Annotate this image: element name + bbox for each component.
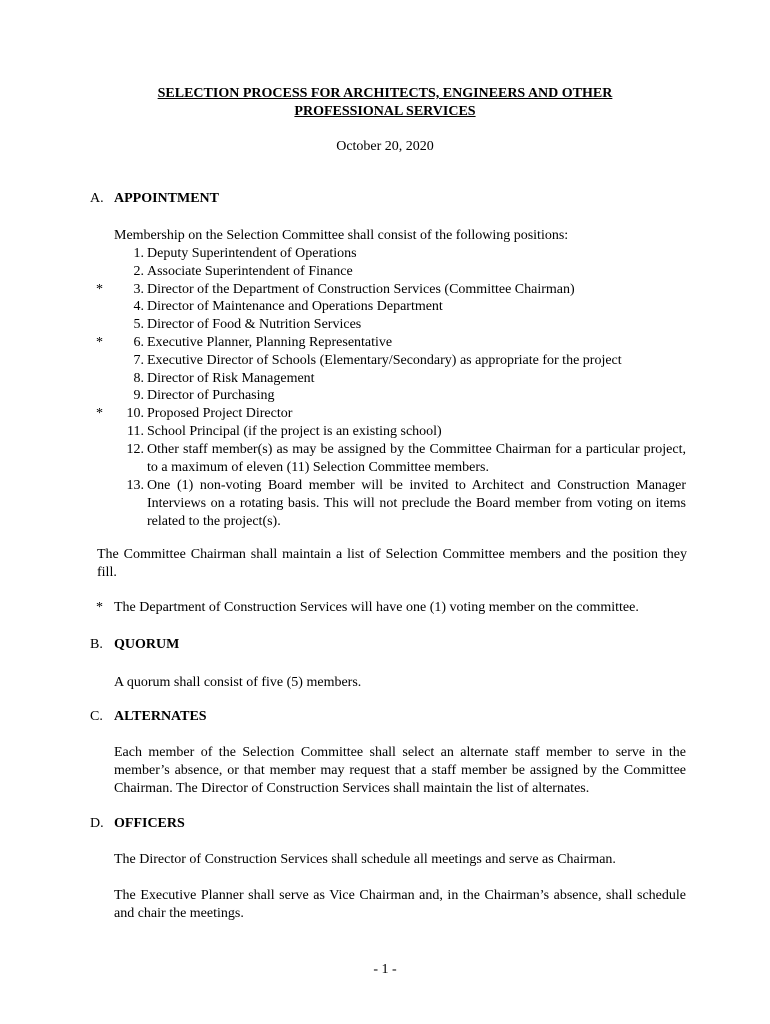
section-c-heading: ALTERNATES: [114, 709, 207, 724]
position-text: One (1) non-voting Board member will be invited to Architect and Construction Manager Interviews on a rotating basis. This will not preclude the Board member from voting on items related to the project(s).: [147, 478, 686, 529]
position-text: Director of Food & Nutrition Services: [147, 317, 362, 332]
position-text: Director of the Department of Construction Services (Committee Chairman): [147, 282, 575, 297]
section-d-letter: D.: [90, 816, 104, 831]
position-number: 8.: [133, 371, 144, 386]
position-number: 3.: [133, 282, 144, 297]
section-d-text-1: The Director of Construction Services shall schedule all meetings and serve as Chairman.: [114, 852, 616, 867]
position-number: 6.: [133, 335, 144, 350]
section-d-text-2: The Executive Planner shall serve as Vice Chairman and, in the Chairman’s absence, shall schedule and chair the meetings.: [114, 888, 686, 921]
position-text: Director of Maintenance and Operations Department: [147, 299, 443, 314]
position-number: 2.: [133, 264, 144, 279]
section-b-text: A quorum shall consist of five (5) members.: [114, 675, 362, 690]
position-text: Executive Planner, Planning Representative: [147, 335, 393, 350]
committee-position-item: [90, 423, 690, 441]
committee-position-item: [90, 245, 690, 263]
position-text: Proposed Project Director: [147, 406, 293, 421]
committee-position-item: [90, 477, 690, 531]
position-number: 7.: [133, 353, 144, 368]
position-text: Associate Superintendent of Finance: [147, 264, 353, 279]
position-star-marker: *: [96, 406, 103, 421]
section-c-letter: C.: [90, 709, 103, 724]
position-number: 9.: [133, 388, 144, 403]
position-star-marker: *: [96, 282, 103, 297]
position-number: 11.: [127, 424, 144, 439]
position-number: 4.: [133, 299, 144, 314]
position-text: School Principal (if the project is an existing school): [147, 424, 442, 439]
committee-position-item: [90, 298, 690, 316]
position-number: 10.: [126, 406, 144, 421]
section-b-heading: QUORUM: [114, 637, 180, 652]
position-text: Director of Purchasing: [147, 388, 275, 403]
footnote-star: *: [96, 600, 103, 615]
document-title-line-1: SELECTION PROCESS FOR ARCHITECTS, ENGINEERS AND OTHER: [157, 86, 613, 101]
document-date: October 20, 2020: [336, 139, 434, 154]
position-number: 1.: [133, 246, 144, 261]
committee-position-item: [90, 263, 690, 281]
position-star-marker: *: [96, 335, 103, 350]
position-text: Deputy Superintendent of Operations: [147, 246, 357, 261]
page-number: - 1 -: [373, 962, 397, 977]
committee-position-item: [90, 405, 690, 423]
position-text: Director of Risk Management: [147, 371, 315, 386]
section-a-footnote: [96, 600, 639, 616]
committee-position-item: [90, 387, 690, 405]
committee-position-item: [90, 316, 690, 334]
committee-position-item: [90, 370, 690, 388]
section-c-text: Each member of the Selection Committee shall select an alternate staff member to serve in the member’s absence, or that member may request that a staff member be assigned by the Committee Chairman. The Director of Construction Services shall maintain the list of alternates.: [114, 745, 686, 796]
position-text: Other staff member(s) as may be assigned by the Committee Chairman for a particular project, to a maximum of eleven (11) Selection Committee members.: [147, 442, 686, 475]
committee-position-item: [90, 281, 690, 299]
section-a-chairman-list-text: The Committee Chairman shall maintain a list of Selection Committee members and the position they fill.: [97, 547, 687, 580]
committee-position-item: [90, 334, 690, 352]
position-number: 5.: [133, 317, 144, 332]
footnote-text: The Department of Construction Services will have one (1) voting member on the committee.: [114, 600, 639, 615]
section-a-letter: A.: [90, 191, 104, 206]
position-number: 12.: [126, 442, 144, 457]
section-b-letter: B.: [90, 637, 103, 652]
document-title-line-2: PROFESSIONAL SERVICES: [294, 104, 476, 119]
position-number: 13.: [126, 478, 144, 493]
section-d-heading: OFFICERS: [114, 816, 185, 831]
position-text: Executive Director of Schools (Elementary/Secondary) as appropriate for the project: [147, 353, 622, 368]
section-a-heading: APPOINTMENT: [114, 191, 219, 206]
committee-position-item: [90, 441, 690, 477]
section-a-intro: Membership on the Selection Committee shall consist of the following positions:: [114, 228, 569, 243]
committee-position-item: [90, 352, 690, 370]
